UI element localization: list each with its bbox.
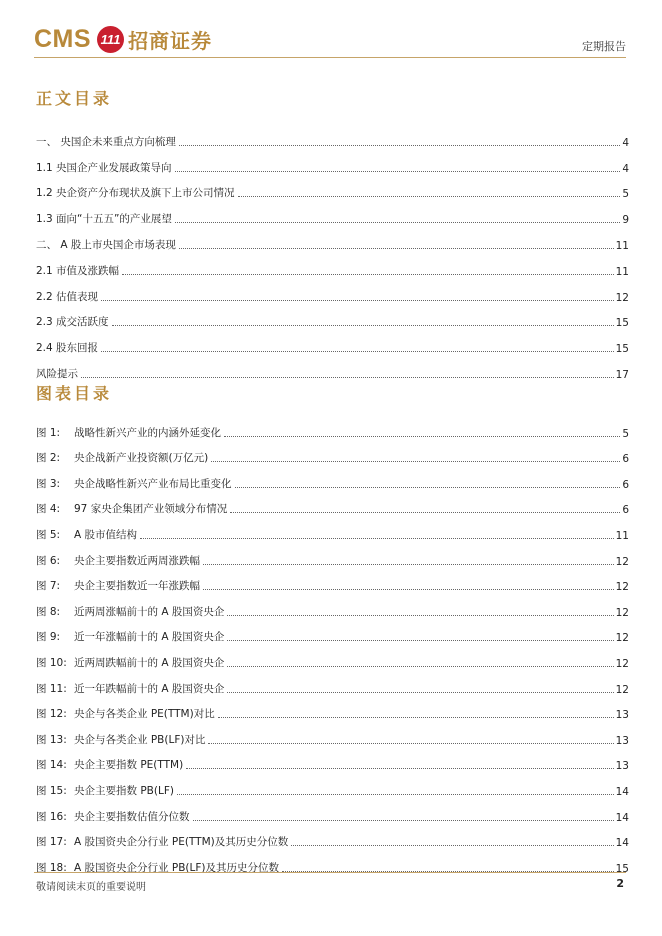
logo-cms-text: CMS [34,24,92,53]
toc-entry-page: 15 [615,317,629,330]
figure-entry-number: 图 4: [36,503,61,516]
dot-leader [81,377,614,378]
toc-entry-page: 11 [615,265,629,278]
toc-entry-page: 12 [615,291,629,304]
figure-entry-number: 图 6: [36,554,61,567]
figure-entry-page: 12 [615,581,629,594]
toc-entry-page: 17 [615,368,629,381]
dot-leader [235,487,621,488]
figure-entry-number: 图 1: [36,426,61,439]
figure-entry-page: 15 [615,862,629,875]
figure-entry-number: 图 9: [36,631,61,644]
figure-entry[interactable] [36,414,629,440]
figure-entry-label: 97 家央企集团产业领域分布情况 [74,503,228,516]
figure-entry-number: 图 3: [36,477,61,490]
figure-entry-label: 央企主要指数估值分位数 [74,810,190,823]
toc-list [36,123,629,381]
figure-entry-page: 12 [615,657,629,670]
figure-entry-page: 14 [615,837,629,850]
figure-entry[interactable] [36,824,629,850]
dot-leader [224,436,620,437]
figure-entry-page: 12 [615,555,629,568]
dot-leader [203,589,614,590]
figure-entry[interactable] [36,516,629,542]
dot-leader [186,768,613,769]
toc-entry-page: 4 [622,136,629,149]
toc-entry[interactable] [36,329,629,355]
toc-entry-page: 5 [622,188,629,201]
toc-entry-label: 2.1 市值及涨跌幅 [36,264,120,277]
figure-entry-page: 13 [615,760,629,773]
figure-entry-page: 6 [622,453,629,466]
figure-entry-page: 13 [615,734,629,747]
figure-entry[interactable] [36,849,629,875]
toc-entry[interactable] [36,226,629,252]
figures-title: 图表目录 [36,384,113,403]
figure-entry[interactable] [36,721,629,747]
toc-entry-label: 一、 央国企未来重点方向梳理 [36,135,176,148]
dot-leader [227,615,613,616]
figure-entry[interactable] [36,696,629,722]
toc-entry[interactable] [36,355,629,381]
figure-entry-page: 5 [622,427,629,440]
figure-entry[interactable] [36,440,629,466]
figure-entry-number: 图 11: [36,682,67,695]
footer-disclaimer: 敬请阅读末页的重要说明 [36,882,146,893]
toc-entry[interactable] [36,304,629,330]
figure-entry-label: 央企战略性新兴产业布局比重变化 [74,477,232,490]
dot-leader [179,248,614,249]
figure-entry[interactable] [36,772,629,798]
figure-entry-page: 14 [615,785,629,798]
figure-entry-label: 战略性新兴产业的内涵外延变化 [74,426,221,439]
footer-page-number: 2 [616,877,624,890]
figure-entry-number: 图 7: [36,580,61,593]
toc-entry-label: 2.3 成交活跃度 [36,316,109,329]
figure-entry[interactable] [36,465,629,491]
dot-leader [218,717,614,718]
figure-entry-page: 12 [615,632,629,645]
toc-entry[interactable] [36,123,629,149]
figure-entry-number: 图 10: [36,656,67,669]
figure-entry-label: 近一年涨幅前十的 A 股国资央企 [74,631,225,644]
logo-company-name: 招商证券 [128,28,213,53]
figure-entry[interactable] [36,619,629,645]
figure-entry-label: A 股国资央企分行业 PE(TTM)及其历史分位数 [74,836,289,849]
figure-entry-page: 6 [622,504,629,517]
toc-entry[interactable] [36,252,629,278]
footer-divider [34,872,626,873]
figure-entry-page: 12 [615,606,629,619]
figure-entry[interactable] [36,670,629,696]
figure-entry-number: 图 17: [36,836,67,849]
figure-entry-number: 图 2: [36,452,61,465]
dot-leader [203,564,614,565]
report-type-label: 定期报告 [582,40,626,53]
figure-entry-label: 近两周跌幅前十的 A 股国资央企 [74,656,225,669]
figure-entry-page: 14 [615,811,629,824]
figure-entry-label: 近两周涨幅前十的 A 股国资央企 [74,605,225,618]
figure-entry-label: A 股市值结构 [74,528,138,541]
dot-leader [193,820,614,821]
header-divider [34,57,626,58]
dot-leader [211,461,620,462]
figures-list [36,414,629,875]
figure-entry-label: 央企与各类企业 PE(TTM)对比 [74,708,215,721]
figure-entry-label: 央企主要指数 PB(LF) [74,784,174,797]
figure-entry-label: 近一年跌幅前十的 A 股国资央企 [74,682,225,695]
toc-entry-label: 2.4 股东回报 [36,342,99,355]
logo-badge-icon: 111 [97,26,124,53]
dot-leader [177,794,614,795]
figure-entry-label: 央企主要指数 PE(TTM) [74,759,184,772]
figure-entry-label: 央企主要指数近两周涨跌幅 [74,554,200,567]
company-logo [34,22,212,56]
figure-entry-page: 13 [615,709,629,722]
figure-entry[interactable] [36,747,629,773]
figure-entry-number: 图 12: [36,708,67,721]
figure-entry-number: 图 8: [36,605,61,618]
dot-leader [175,222,620,223]
figure-entry-label: 央企与各类企业 PB(LF)对比 [74,733,206,746]
toc-entry-label: 2.2 估值表现 [36,290,99,303]
figure-entry-page: 6 [622,478,629,491]
toc-entry-label: 1.1 央国企产业发展政策导向 [36,161,172,174]
figure-entry-number: 图 5: [36,528,61,541]
toc-entry-label: 风险提示 [36,367,78,380]
toc-entry-page: 11 [615,239,629,252]
figure-entry-number: 图 14: [36,759,67,772]
dot-leader [238,196,621,197]
toc-entry-page: 15 [615,343,629,356]
dot-leader [230,512,620,513]
figure-entry[interactable] [36,491,629,517]
dot-leader [175,171,621,172]
figure-entry-number: 图 15: [36,784,67,797]
figure-entry-page: 11 [615,529,629,542]
figure-entry[interactable] [36,644,629,670]
dot-leader [227,666,613,667]
figure-entry-label: 央企战新产业投资额(万亿元) [74,452,209,465]
figure-entry-page: 12 [615,683,629,696]
figure-entry-label: A 股国资央企分行业 PB(LF)及其历史分位数 [74,861,279,874]
dot-leader [112,325,614,326]
dot-leader [227,692,613,693]
dot-leader [140,538,614,539]
dot-leader [227,640,613,641]
toc-entry[interactable] [36,200,629,226]
figure-entry-number: 图 13: [36,733,67,746]
page-header [0,0,662,60]
toc-entry-page: 9 [622,214,629,227]
toc-entry-label: 1.3 面向“十五五”的产业展望 [36,213,172,226]
figure-entry[interactable] [36,542,629,568]
figure-entry-label: 央企主要指数近一年涨跌幅 [74,580,200,593]
toc-entry-label: 1.2 央企资产分布现状及旗下上市公司情况 [36,187,235,200]
dot-leader [208,743,613,744]
figure-entry[interactable] [36,568,629,594]
figure-entry-number: 图 16: [36,810,67,823]
toc-entry-page: 4 [622,162,629,175]
figure-entry-number: 图 18: [36,861,67,874]
dot-leader [101,351,614,352]
dot-leader [101,300,614,301]
dot-leader [291,845,613,846]
toc-entry[interactable] [36,149,629,175]
figure-entry[interactable] [36,798,629,824]
dot-leader [179,145,620,146]
toc-entry[interactable] [36,175,629,201]
toc-entry[interactable] [36,278,629,304]
toc-entry-label: 二、 A 股上市央国企市场表现 [36,238,176,251]
toc-title: 正文目录 [36,89,113,108]
figure-entry[interactable] [36,593,629,619]
dot-leader [122,274,614,275]
